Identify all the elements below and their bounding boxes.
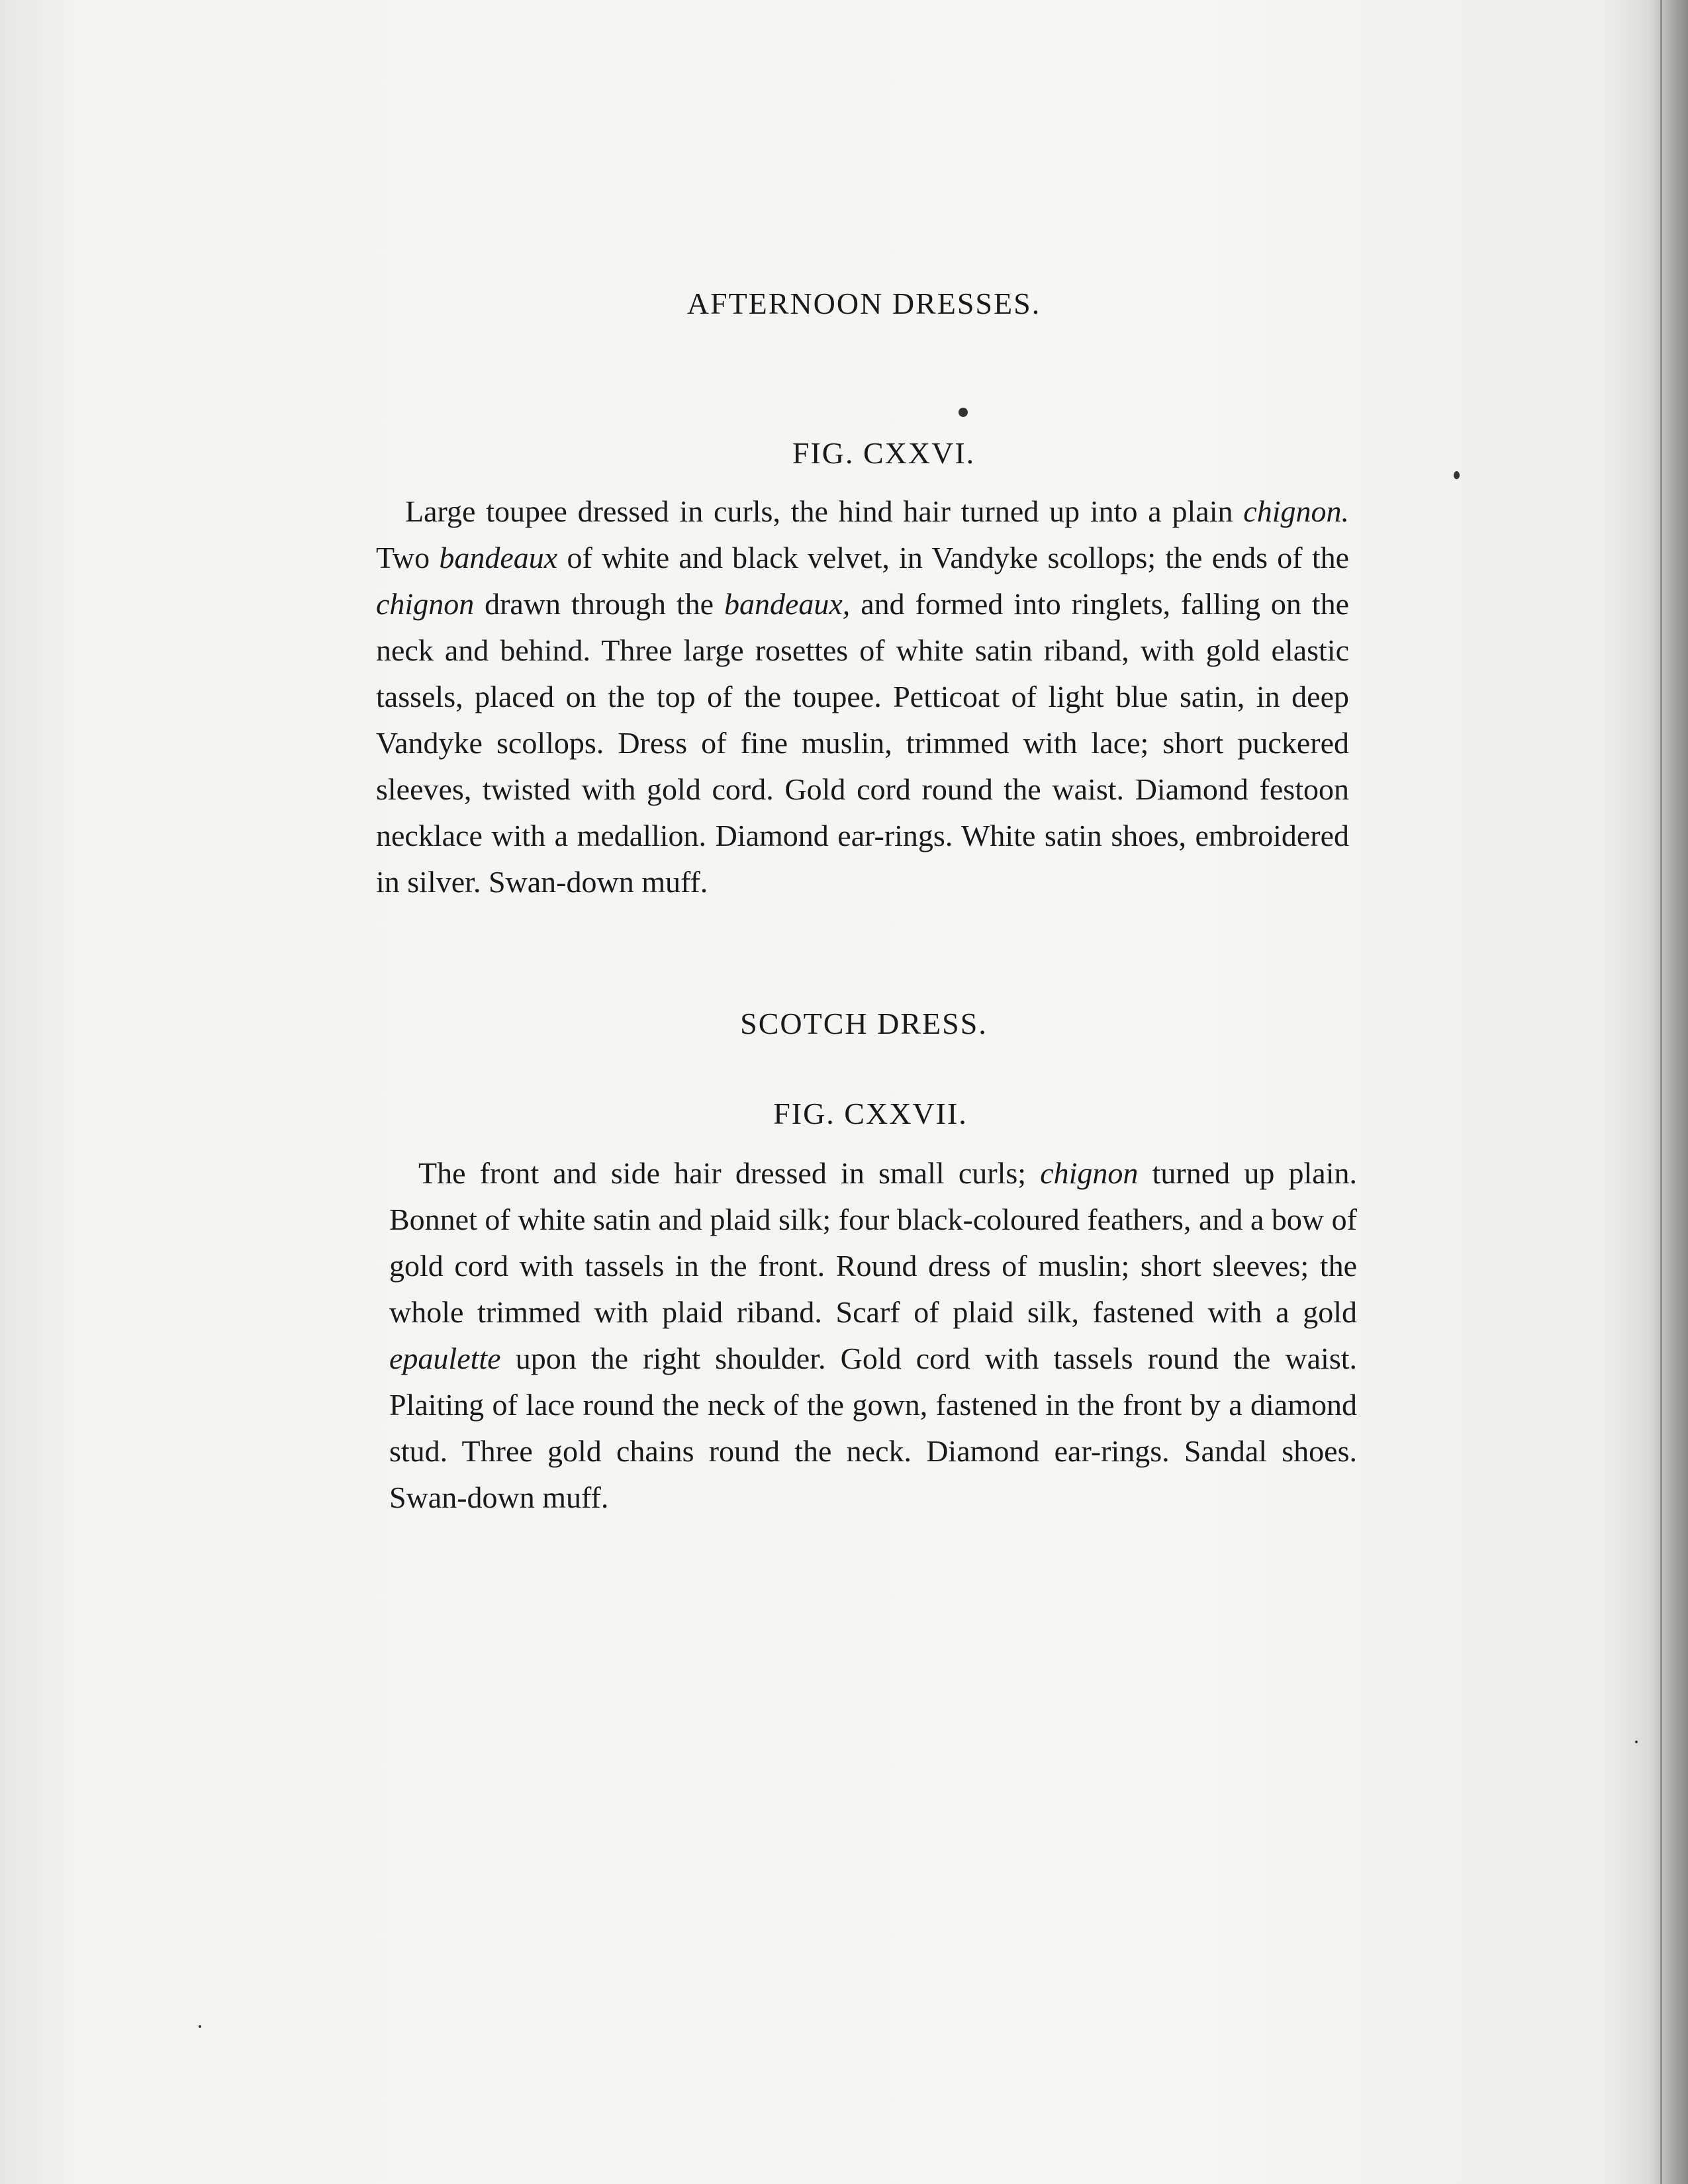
italic-term: bandeaux: [439, 541, 558, 574]
figure-description-cxxvii: [389, 1150, 1357, 1521]
italic-term: bandeaux,: [724, 587, 851, 621]
figure-title-cxxvi: FIG. CXXVI.: [792, 436, 976, 470]
page-edge-shadow: [1648, 0, 1688, 2184]
italic-term: epaulette: [389, 1342, 501, 1375]
ink-speck: [1454, 471, 1460, 479]
ink-speck: [1635, 1741, 1638, 1743]
section-heading-scotch-dress: SCOTCH DRESS.: [740, 1007, 988, 1040]
paragraph-cxxvii: The front and side hair dressed in small curls; chignon turned up plain. Bonnet of white satin and plaid silk; four black-coloured feathers, and a bow of gold cord with tassels in the front. Round dress of muslin; short sleeves; the whole trimmed with plaid riband. Scarf of plaid silk, fastened with a gold epaulette upon the right shoulder. Gold cord with tassels round the waist. Plaiting of lace round the neck of the gown, fastened in the front by a diamond stud. Three gold chains round the neck. Diamond ear-rings. Sandal shoes. Swan-down muff.: [389, 1156, 1357, 1514]
paragraph-cxxvi: Large toupee dressed in curls, the hind hair turned up into a plain chignon. Two bandeaux of white and black velvet, in Vandyke scollops; the ends of the chignon drawn through the bandeaux, and formed into ringlets, falling on the neck and behind. Three large rosettes of white satin riband, with gold elastic tassels, placed on the top of the toupee. Petticoat of light blue satin, in deep Vandyke scollops. Dress of fine muslin, trimmed with lace; short puckered sleeves, twisted with gold cord. Gold cord round the waist. Diamond festoon necklace with a medallion. Diamond ear-rings. White satin shoes, embroidered in silver. Swan-down muff.: [376, 494, 1350, 899]
ink-speck: [199, 2025, 201, 2028]
section-heading-afternoon-dresses: AFTERNOON DRESSES.: [686, 287, 1041, 320]
page-edge-rule: [1660, 0, 1662, 2184]
italic-term: chignon: [376, 587, 475, 621]
ink-speck: [959, 408, 968, 417]
figure-description-cxxvi: [376, 488, 1349, 905]
italic-term: chignon.: [1243, 494, 1349, 528]
italic-term: chignon: [1040, 1156, 1139, 1190]
figure-title-cxxvii: FIG. CXXVII.: [773, 1097, 968, 1130]
